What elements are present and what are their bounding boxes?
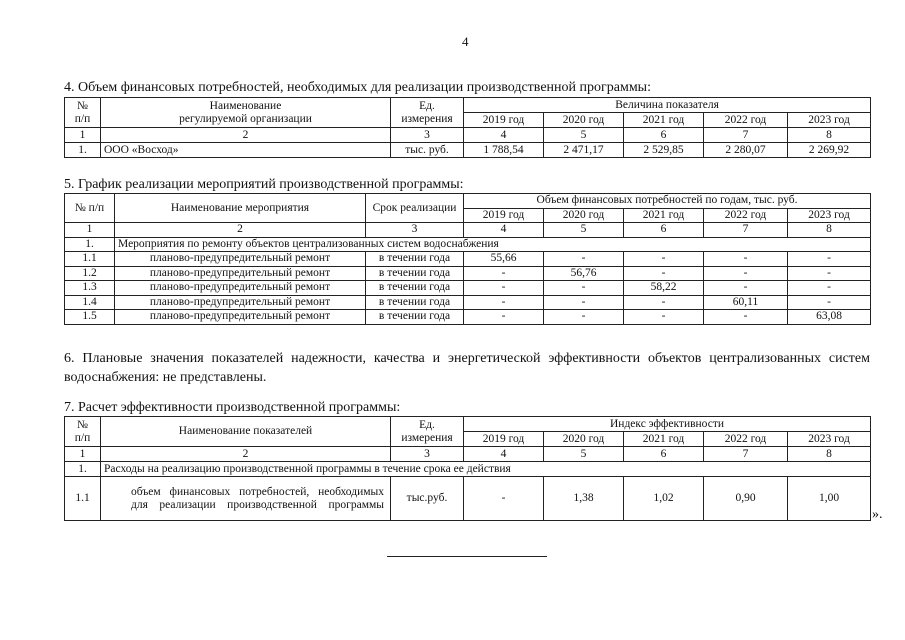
header-value: Величина показателя — [464, 98, 871, 113]
row-value: - — [704, 266, 788, 281]
row-term: в течении года — [366, 281, 464, 296]
index-cell: 2 — [101, 128, 391, 143]
header-num: № п/п — [65, 194, 115, 223]
table-row — [65, 310, 871, 325]
header-year: 2020 год — [544, 208, 624, 223]
group-num: 1. — [65, 462, 101, 477]
row-term: в течении года — [366, 252, 464, 267]
header-num: № п/п — [65, 417, 101, 447]
table-row — [65, 295, 871, 310]
row-num: 1.5 — [65, 310, 115, 325]
row-value: 2 269,92 — [788, 143, 871, 158]
row-value: 56,76 — [544, 266, 624, 281]
footer-rule — [387, 556, 547, 557]
row-value: 63,08 — [788, 310, 871, 325]
row-value: 2 280,07 — [704, 143, 788, 158]
row-num: 1.1 — [65, 252, 115, 267]
index-cell: 1 — [65, 223, 115, 238]
row-value: - — [704, 281, 788, 296]
row-value: - — [464, 477, 544, 521]
header-event-name: Наименование мероприятия — [115, 194, 366, 223]
index-cell: 6 — [624, 223, 704, 238]
row-value: - — [624, 266, 704, 281]
header-indicator-name: Наименование показателей — [101, 417, 391, 447]
index-cell: 7 — [704, 447, 788, 462]
header-unit: Ед. измерения — [391, 98, 464, 128]
index-row — [65, 223, 871, 238]
index-cell: 1 — [65, 128, 101, 143]
header-org-name: Наименование регулируемой организации — [101, 98, 391, 128]
index-cell: 4 — [464, 447, 544, 462]
index-cell: 5 — [544, 128, 624, 143]
row-value: - — [464, 266, 544, 281]
index-cell: 4 — [464, 128, 544, 143]
index-row — [65, 447, 871, 462]
row-value: - — [704, 252, 788, 267]
header-year: 2023 год — [788, 113, 871, 128]
row-unit: тыс. руб. — [391, 143, 464, 158]
table-row — [65, 252, 871, 267]
row-value: - — [788, 281, 871, 296]
index-cell: 7 — [704, 128, 788, 143]
row-num: 1.4 — [65, 295, 115, 310]
closing-quote-mark: ». — [872, 507, 883, 522]
index-cell: 5 — [544, 447, 624, 462]
group-title: Расходы на реализацию производственной программы в течение срока ее действия — [101, 462, 871, 477]
header-year: 2022 год — [704, 432, 788, 447]
header-year: 2023 год — [788, 432, 871, 447]
row-value: - — [788, 295, 871, 310]
header-year: 2020 год — [544, 113, 624, 128]
header-year: 2023 год — [788, 208, 871, 223]
row-num: 1.1 — [65, 477, 101, 521]
row-term: в течении года — [366, 266, 464, 281]
row-value: - — [624, 252, 704, 267]
row-value: - — [544, 281, 624, 296]
header-year: 2020 год — [544, 432, 624, 447]
header-year: 2022 год — [704, 208, 788, 223]
row-value: - — [788, 266, 871, 281]
row-value: - — [624, 310, 704, 325]
table-row — [65, 281, 871, 296]
index-cell: 8 — [788, 447, 871, 462]
index-cell: 7 — [704, 223, 788, 238]
header-unit: Ед. измерения — [391, 417, 464, 447]
table-row — [65, 266, 871, 281]
header-value: Объем финансовых потребностей по годам, тыс. руб. — [464, 194, 871, 209]
index-cell: 3 — [391, 447, 464, 462]
group-row — [65, 462, 871, 477]
header-num: № п/п — [65, 98, 101, 128]
header-year: 2021 год — [624, 432, 704, 447]
header-year: 2022 год — [704, 113, 788, 128]
header-value: Индекс эффективности — [464, 417, 871, 432]
row-value: - — [464, 281, 544, 296]
row-value: 1,00 — [788, 477, 871, 521]
index-cell: 8 — [788, 128, 871, 143]
row-unit: тыс.руб. — [391, 477, 464, 521]
row-event-name: планово-предупредительный ремонт — [115, 281, 366, 296]
header-year: 2019 год — [464, 113, 544, 128]
header-year: 2021 год — [624, 113, 704, 128]
page-number: 4 — [462, 34, 469, 49]
row-event-name: планово-предупредительный ремонт — [115, 266, 366, 281]
row-value: - — [544, 295, 624, 310]
row-value: - — [544, 310, 624, 325]
section-6-text: 6. Плановые значения показателей надежности, качества и энергетической эффективности объектов централизованных систем водоснабжения: не представлены. — [64, 351, 870, 385]
row-event-name: планово-предупредительный ремонт — [115, 252, 366, 267]
row-value: 1,38 — [544, 477, 624, 521]
index-cell: 3 — [366, 223, 464, 238]
schedule-table — [64, 193, 871, 325]
row-num: 1.3 — [65, 281, 115, 296]
header-year: 2019 год — [464, 208, 544, 223]
row-value: - — [704, 310, 788, 325]
row-event-name: планово-предупредительный ремонт — [115, 310, 366, 325]
index-cell: 6 — [624, 447, 704, 462]
row-event-name: планово-предупредительный ремонт — [115, 295, 366, 310]
row-value: - — [464, 310, 544, 325]
row-org-name: ООО «Восход» — [101, 143, 391, 158]
header-year: 2021 год — [624, 208, 704, 223]
group-row — [65, 237, 871, 252]
row-num: 1. — [65, 143, 101, 158]
financial-needs-table — [64, 97, 871, 158]
row-value: 0,90 — [704, 477, 788, 521]
row-value: 55,66 — [464, 252, 544, 267]
row-value: - — [544, 252, 624, 267]
index-row — [65, 128, 871, 143]
efficiency-table — [64, 416, 871, 521]
row-value: 1,02 — [624, 477, 704, 521]
row-term: в течении года — [366, 310, 464, 325]
row-value: 1 788,54 — [464, 143, 544, 158]
row-value: - — [788, 252, 871, 267]
index-cell: 5 — [544, 223, 624, 238]
group-num: 1. — [65, 237, 115, 252]
index-cell: 1 — [65, 447, 101, 462]
section-5-title: 5. График реализации мероприятий производственной программы: — [64, 177, 464, 192]
index-cell: 2 — [101, 447, 391, 462]
row-value: - — [624, 295, 704, 310]
group-title: Мероприятия по ремонту объектов централизованных систем водоснабжения — [115, 237, 871, 252]
header-term: Срок реализации — [366, 194, 464, 223]
section-4-title: 4. Объем финансовых потребностей, необходимых для реализации производственной программы: — [64, 80, 651, 95]
index-cell: 8 — [788, 223, 871, 238]
row-term: в течении года — [366, 295, 464, 310]
row-value: 58,22 — [624, 281, 704, 296]
row-value: - — [464, 295, 544, 310]
header-year: 2019 год — [464, 432, 544, 447]
row-indicator-name: объем финансовых потребностей, необходимых для реализации производственной программы — [101, 477, 391, 521]
index-cell: 3 — [391, 128, 464, 143]
index-cell: 2 — [115, 223, 366, 238]
row-value: 2 471,17 — [544, 143, 624, 158]
table-row — [65, 143, 871, 158]
index-cell: 6 — [624, 128, 704, 143]
row-value: 2 529,85 — [624, 143, 704, 158]
index-cell: 4 — [464, 223, 544, 238]
section-7-title: 7. Расчет эффективности производственной программы: — [64, 400, 401, 415]
row-num: 1.2 — [65, 266, 115, 281]
table-row — [65, 477, 871, 521]
row-value: 60,11 — [704, 295, 788, 310]
